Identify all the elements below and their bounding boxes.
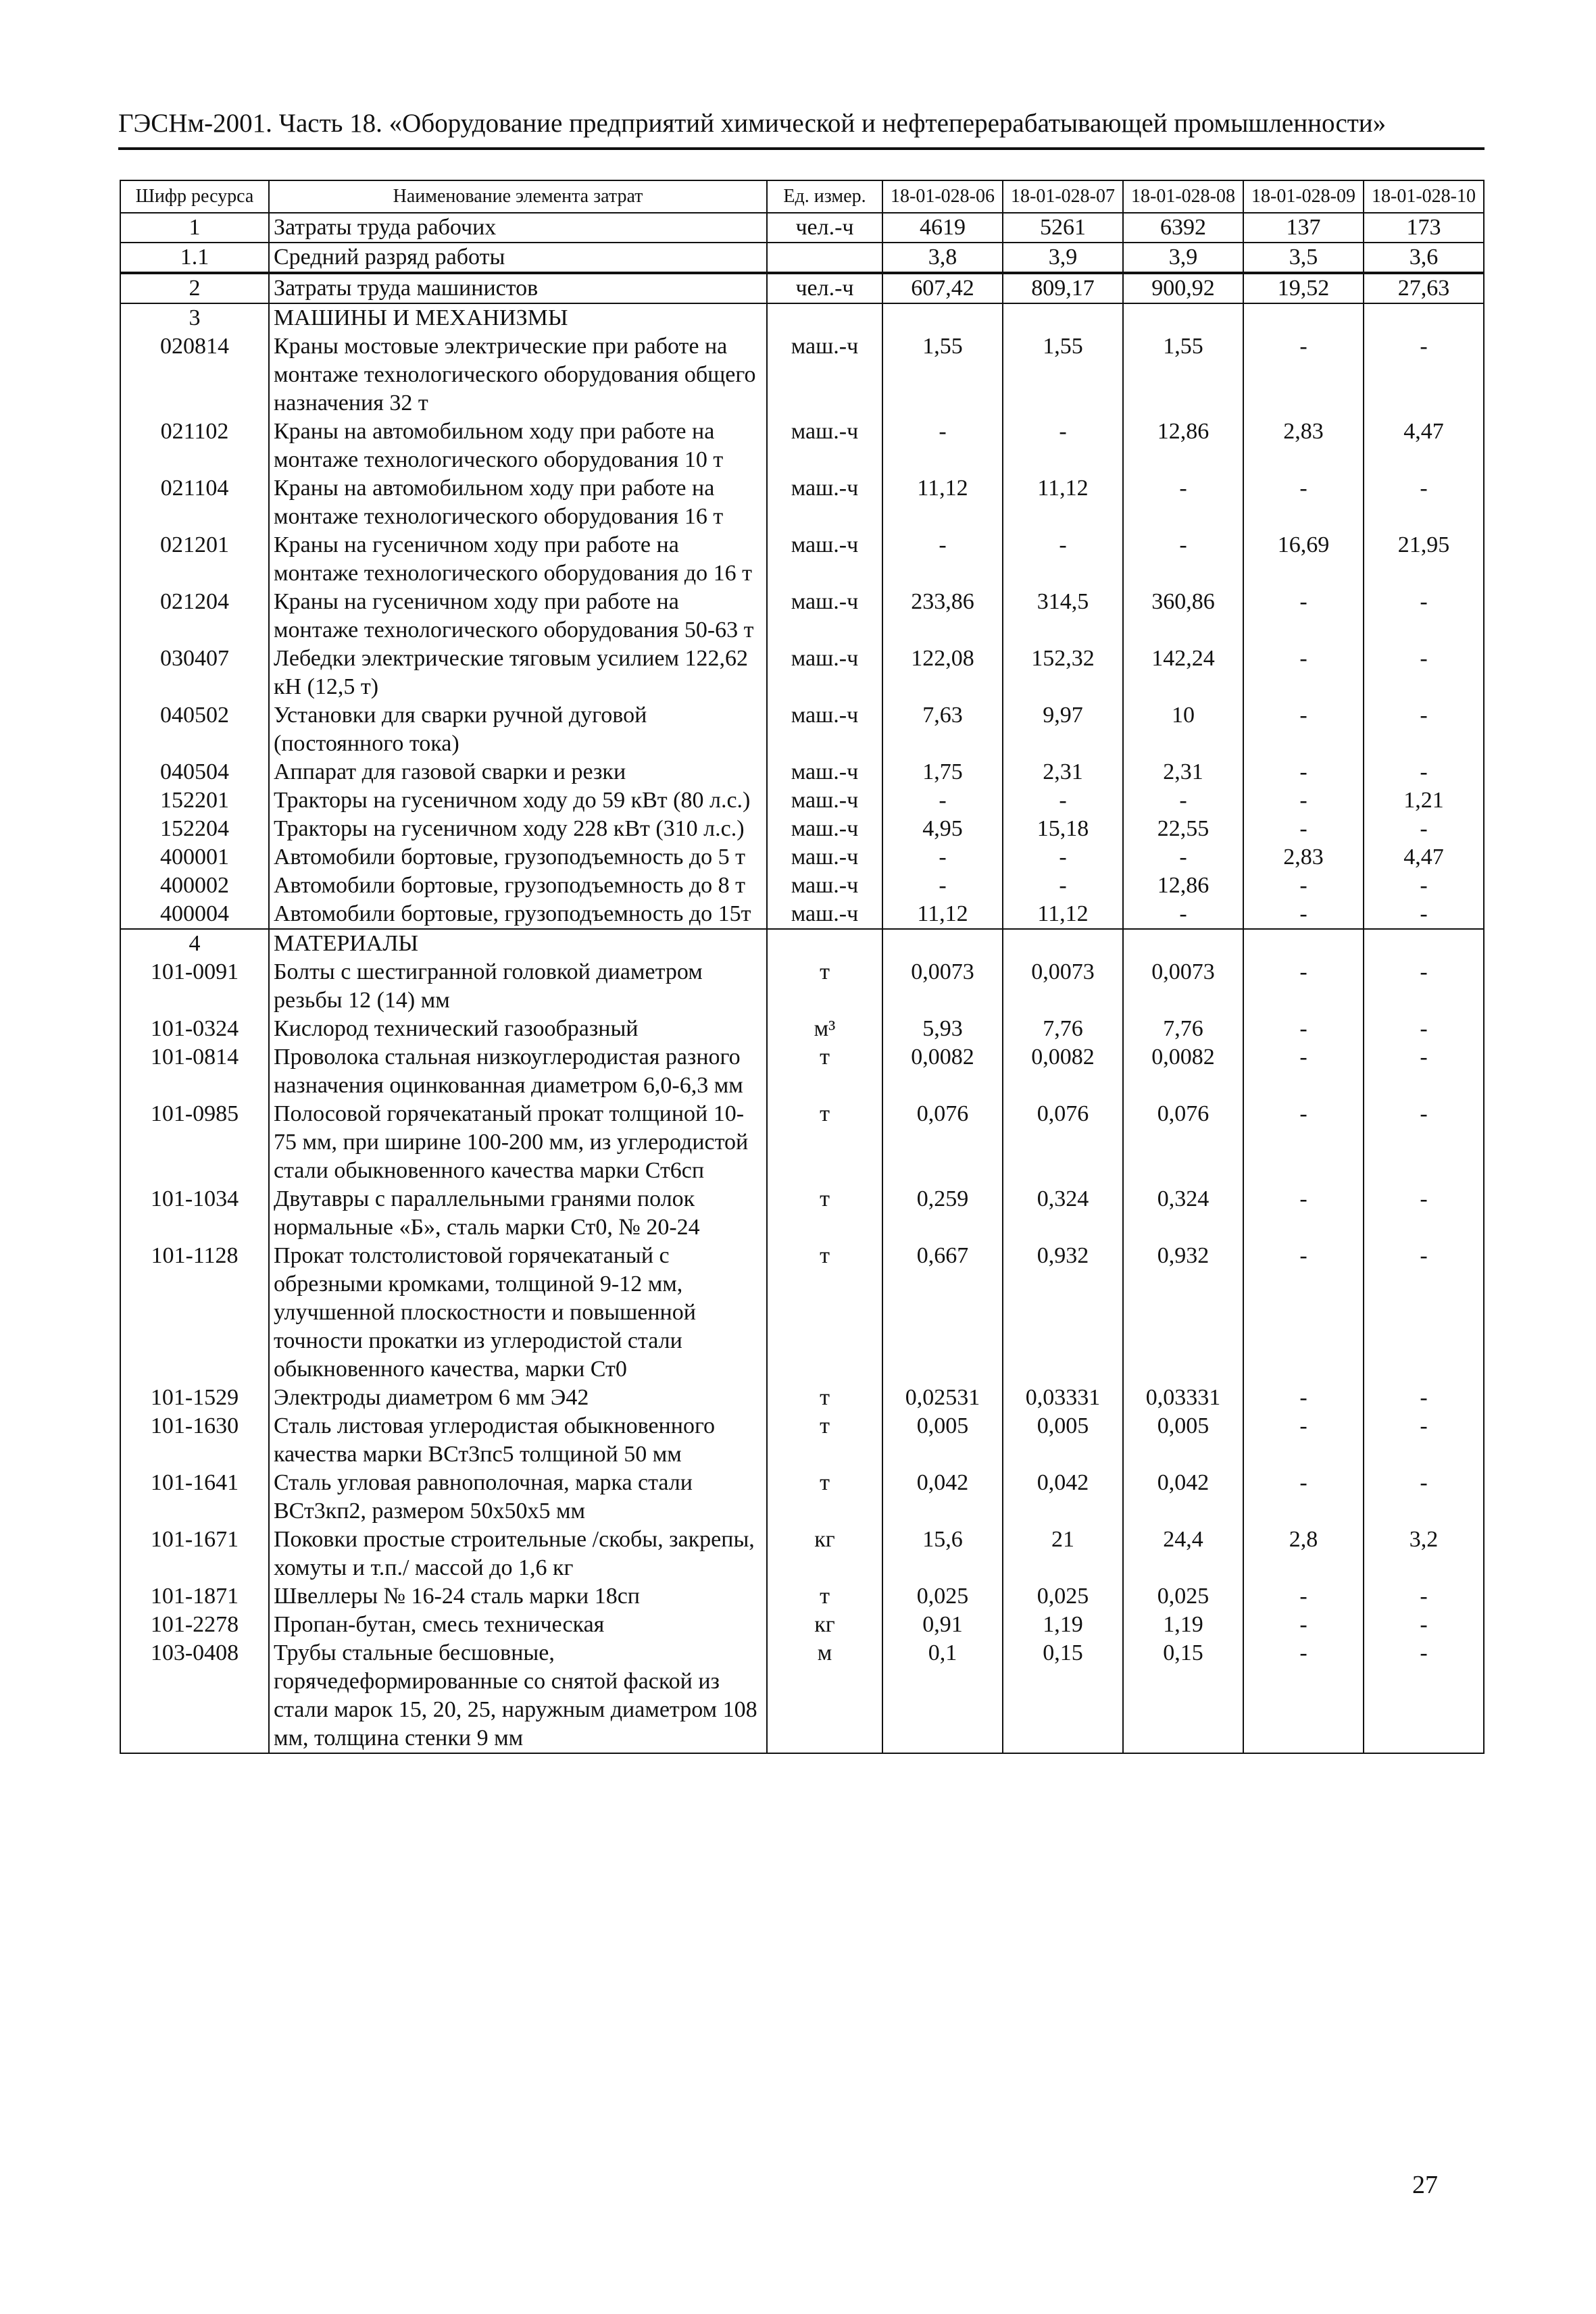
norm-value: - — [1123, 900, 1243, 929]
norm-value: 22,55 — [1123, 815, 1243, 843]
norm-value: 0,0082 — [882, 1043, 1003, 1100]
resource-unit: маш.-ч — [767, 474, 882, 531]
norm-value: - — [1243, 645, 1364, 701]
resource-name: Автомобили бортовые, грузоподъемность до 5 т — [269, 843, 767, 872]
norm-value: - — [1364, 1384, 1484, 1412]
resource-code: 021104 — [120, 474, 269, 531]
norm-value: 122,08 — [882, 645, 1003, 701]
norm-value: 0,0073 — [1123, 958, 1243, 1015]
col-header-code: Шифр ресурса — [120, 180, 269, 213]
resource-name: Полосовой горячекатаный прокат толщиной 10-75 мм, при ширине 100-200 мм, из углеродистой стали обыкновенного качества марки Ст6сп — [269, 1100, 767, 1185]
resource-name: Двутавры с параллельными гранями полок нормальные «Б», сталь марки Ст0, № 20-24 — [269, 1185, 767, 1242]
norm-value: 0,1 — [882, 1639, 1003, 1753]
resource-unit: маш.-ч — [767, 786, 882, 815]
norm-value: 0,025 — [1003, 1582, 1123, 1611]
norm-value: 0,0073 — [882, 958, 1003, 1015]
resource-name: Тракторы на гусеничном ходу до 59 кВт (80 л.с.) — [269, 786, 767, 815]
norm-value: 16,69 — [1243, 531, 1364, 588]
norm-value: 0,025 — [1123, 1582, 1243, 1611]
col-header-v3: 18-01-028-08 — [1123, 180, 1243, 213]
norm-value: - — [1243, 958, 1364, 1015]
table-row — [120, 1384, 1484, 1412]
norm-value — [1003, 929, 1123, 958]
resource-unit: т — [767, 1043, 882, 1100]
resource-name: Швеллеры № 16-24 сталь марки 18сп — [269, 1582, 767, 1611]
resource-name: Краны на гусеничном ходу при работе на монтаже технологического оборудования до 16 т — [269, 531, 767, 588]
resource-name: МАШИНЫ И МЕХАНИЗМЫ — [269, 303, 767, 332]
norm-value: - — [882, 843, 1003, 872]
resource-name: МАТЕРИАЛЫ — [269, 929, 767, 958]
resource-unit: маш.-ч — [767, 645, 882, 701]
resource-code: 101-0091 — [120, 958, 269, 1015]
norm-value: 7,76 — [1123, 1015, 1243, 1043]
norm-value: 9,97 — [1003, 701, 1123, 758]
resource-code: 101-0324 — [120, 1015, 269, 1043]
table-row — [120, 1015, 1484, 1043]
norm-value: 0,042 — [1123, 1469, 1243, 1526]
norm-value: 0,025 — [882, 1582, 1003, 1611]
norm-value: - — [1364, 1611, 1484, 1639]
table-row — [120, 418, 1484, 474]
resource-code: 101-2278 — [120, 1611, 269, 1639]
resource-unit: м — [767, 1639, 882, 1753]
resource-code: 101-1641 — [120, 1469, 269, 1526]
norm-value: 0,076 — [1123, 1100, 1243, 1185]
norm-value: - — [1364, 1469, 1484, 1526]
norm-value: 7,76 — [1003, 1015, 1123, 1043]
table-row — [120, 1185, 1484, 1242]
resource-unit — [767, 929, 882, 958]
resource-code: 101-0814 — [120, 1043, 269, 1100]
norm-value: - — [1364, 1015, 1484, 1043]
resource-code: 1 — [120, 213, 269, 243]
norm-value: - — [1003, 418, 1123, 474]
resource-name: Затраты труда рабочих — [269, 213, 767, 243]
norm-value: 1,19 — [1123, 1611, 1243, 1639]
resource-table — [120, 180, 1485, 1754]
norm-value — [1364, 303, 1484, 332]
norm-value: - — [1364, 588, 1484, 645]
norm-value: 0,0073 — [1003, 958, 1123, 1015]
table-row — [120, 213, 1484, 243]
norm-value: 0,042 — [882, 1469, 1003, 1526]
section-row — [120, 303, 1484, 332]
norm-value: - — [1243, 588, 1364, 645]
table-row — [120, 588, 1484, 645]
table-row — [120, 332, 1484, 418]
norm-value: - — [1243, 1582, 1364, 1611]
norm-value: 137 — [1243, 213, 1364, 243]
norm-value: - — [882, 786, 1003, 815]
section-row — [120, 929, 1484, 958]
table-row — [120, 958, 1484, 1015]
norm-value: - — [1364, 1412, 1484, 1469]
resource-name: Пропан-бутан, смесь техническая — [269, 1611, 767, 1639]
resource-name: Автомобили бортовые, грузоподъемность до 15т — [269, 900, 767, 929]
norm-value: - — [882, 531, 1003, 588]
col-header-name: Наименование элемента затрат — [269, 180, 767, 213]
table-row — [120, 1469, 1484, 1526]
norm-value: - — [1123, 474, 1243, 531]
resource-code: 2 — [120, 273, 269, 303]
table-row — [120, 701, 1484, 758]
table-row — [120, 786, 1484, 815]
norm-value — [1123, 929, 1243, 958]
norm-value: 11,12 — [1003, 900, 1123, 929]
table-row — [120, 243, 1484, 273]
resource-unit: т — [767, 1100, 882, 1185]
norm-value: 0,03331 — [1003, 1384, 1123, 1412]
norm-value: 1,21 — [1364, 786, 1484, 815]
resource-code: 040504 — [120, 758, 269, 786]
resource-code: 021102 — [120, 418, 269, 474]
resource-code: 1.1 — [120, 243, 269, 273]
resource-code: 020814 — [120, 332, 269, 418]
norm-value: - — [1243, 900, 1364, 929]
norm-value: 2,8 — [1243, 1526, 1364, 1582]
norm-value: 0,02531 — [882, 1384, 1003, 1412]
table-row — [120, 1412, 1484, 1469]
table-row — [120, 900, 1484, 929]
norm-value: 2,83 — [1243, 843, 1364, 872]
norm-value: - — [1364, 332, 1484, 418]
resource-unit: кг — [767, 1611, 882, 1639]
norm-value: 900,92 — [1123, 273, 1243, 303]
norm-value: 3,5 — [1243, 243, 1364, 273]
norm-value: - — [1364, 1242, 1484, 1384]
resource-unit: чел.-ч — [767, 213, 882, 243]
resource-code: 101-1630 — [120, 1412, 269, 1469]
resource-unit: маш.-ч — [767, 815, 882, 843]
norm-value: 12,86 — [1123, 872, 1243, 900]
norm-value: 233,86 — [882, 588, 1003, 645]
page-header: ГЭСНм-2001. Часть 18. «Оборудование предприятий химической и нефтеперерабатывающей промышленности» — [118, 108, 1485, 150]
resource-name: Кислород технический газообразный — [269, 1015, 767, 1043]
resource-code: 021204 — [120, 588, 269, 645]
resource-code: 4 — [120, 929, 269, 958]
norm-value: 12,86 — [1123, 418, 1243, 474]
resource-name: Лебедки электрические тяговым усилием 122,62 кН (12,5 т) — [269, 645, 767, 701]
norm-value: 4,47 — [1364, 418, 1484, 474]
norm-value: 0,932 — [1123, 1242, 1243, 1384]
norm-value: 0,667 — [882, 1242, 1003, 1384]
norm-value: 7,63 — [882, 701, 1003, 758]
norm-value: 19,52 — [1243, 273, 1364, 303]
norm-value: - — [1003, 843, 1123, 872]
table-row — [120, 531, 1484, 588]
norm-value: 15,6 — [882, 1526, 1003, 1582]
norm-value: - — [1123, 843, 1243, 872]
norm-value: - — [1364, 1043, 1484, 1100]
norm-value: 360,86 — [1123, 588, 1243, 645]
resource-unit: чел.-ч — [767, 273, 882, 303]
norm-value: 0,324 — [1003, 1185, 1123, 1242]
norm-value: 24,4 — [1123, 1526, 1243, 1582]
resource-code: 103-0408 — [120, 1639, 269, 1753]
table-row — [120, 1043, 1484, 1100]
resource-name: Электроды диаметром 6 мм Э42 — [269, 1384, 767, 1412]
norm-value: 2,31 — [1123, 758, 1243, 786]
resource-code: 101-1871 — [120, 1582, 269, 1611]
resource-unit — [767, 243, 882, 273]
norm-value: 0,15 — [1003, 1639, 1123, 1753]
resource-name: Трубы стальные бесшовные, горячедеформированные со снятой фаской из стали марок 15, 20, 25, наружным диаметром 108 мм, толщина стенки 9 мм — [269, 1639, 767, 1753]
norm-value: - — [1003, 786, 1123, 815]
norm-value: - — [1243, 872, 1364, 900]
norm-value: 0,0082 — [1003, 1043, 1123, 1100]
resource-name: Затраты труда машинистов — [269, 273, 767, 303]
norm-value: 142,24 — [1123, 645, 1243, 701]
norm-value: - — [1243, 1639, 1364, 1753]
resource-name: Краны на гусеничном ходу при работе на монтаже технологического оборудования 50-63 т — [269, 588, 767, 645]
resource-unit: маш.-ч — [767, 701, 882, 758]
resource-name: Сталь угловая равнополочная, марка стали ВСт3кп2, размером 50х50х5 мм — [269, 1469, 767, 1526]
resource-unit: маш.-ч — [767, 758, 882, 786]
table-body — [120, 213, 1484, 1753]
norm-value: 1,55 — [1123, 332, 1243, 418]
norm-value: - — [1243, 474, 1364, 531]
norm-value: 11,12 — [1003, 474, 1123, 531]
norm-value: - — [1364, 758, 1484, 786]
table-row — [120, 843, 1484, 872]
resource-name: Проволока стальная низкоуглеродистая разного назначения оцинкованная диаметром 6,0-6,3 мм — [269, 1043, 767, 1100]
table-row — [120, 1639, 1484, 1753]
norm-value: 3,8 — [882, 243, 1003, 273]
norm-value: 0,259 — [882, 1185, 1003, 1242]
resource-code: 040502 — [120, 701, 269, 758]
resource-name: Краны мостовые электрические при работе на монтаже технологического оборудования общего назначения 32 т — [269, 332, 767, 418]
resource-name: Аппарат для газовой сварки и резки — [269, 758, 767, 786]
norm-value: 3,9 — [1123, 243, 1243, 273]
norm-value: - — [1003, 531, 1123, 588]
norm-value: - — [1364, 872, 1484, 900]
norm-value: 0,15 — [1123, 1639, 1243, 1753]
table-row — [120, 474, 1484, 531]
table-row — [120, 1242, 1484, 1384]
resource-code: 101-0985 — [120, 1100, 269, 1185]
norm-value: 3,6 — [1364, 243, 1484, 273]
resource-unit — [767, 303, 882, 332]
resource-unit: м³ — [767, 1015, 882, 1043]
norm-value: - — [1364, 645, 1484, 701]
norm-value: 0,932 — [1003, 1242, 1123, 1384]
norm-value: 809,17 — [1003, 273, 1123, 303]
norm-value: 0,324 — [1123, 1185, 1243, 1242]
norm-value: - — [882, 872, 1003, 900]
norm-value: 173 — [1364, 213, 1484, 243]
norm-value: - — [1243, 1185, 1364, 1242]
norm-value: 3,2 — [1364, 1526, 1484, 1582]
norm-value: 2,31 — [1003, 758, 1123, 786]
norm-value — [1243, 303, 1364, 332]
resource-name: Болты с шестигранной головкой диаметром резьбы 12 (14) мм — [269, 958, 767, 1015]
norm-value: - — [1123, 786, 1243, 815]
norm-value: - — [1243, 701, 1364, 758]
norm-value: 607,42 — [882, 273, 1003, 303]
norm-value: 10 — [1123, 701, 1243, 758]
norm-value: - — [1243, 1015, 1364, 1043]
resource-code: 152204 — [120, 815, 269, 843]
resource-unit: т — [767, 1384, 882, 1412]
resource-unit: т — [767, 958, 882, 1015]
table-row — [120, 815, 1484, 843]
resource-unit: т — [767, 1412, 882, 1469]
norm-value: - — [1243, 1384, 1364, 1412]
norm-value: 5261 — [1003, 213, 1123, 243]
resource-code: 030407 — [120, 645, 269, 701]
resource-name: Поковки простые строительные /скобы, закрепы, хомуты и т.п./ массой до 1,6 кг — [269, 1526, 767, 1582]
resource-unit: маш.-ч — [767, 418, 882, 474]
resource-name: Сталь листовая углеродистая обыкновенного качества марки ВСт3пс5 толщиной 50 мм — [269, 1412, 767, 1469]
norm-value — [1364, 929, 1484, 958]
resource-code: 400002 — [120, 872, 269, 900]
norm-value: 0,0082 — [1123, 1043, 1243, 1100]
resource-unit: т — [767, 1185, 882, 1242]
norm-value: - — [1364, 815, 1484, 843]
norm-value: 0,005 — [882, 1412, 1003, 1469]
norm-value: 0,03331 — [1123, 1384, 1243, 1412]
norm-value: 21 — [1003, 1526, 1123, 1582]
resource-name: Тракторы на гусеничном ходу 228 кВт (310 л.с.) — [269, 815, 767, 843]
norm-value: - — [1243, 1100, 1364, 1185]
resource-unit: кг — [767, 1526, 882, 1582]
norm-value — [1003, 303, 1123, 332]
norm-value: 314,5 — [1003, 588, 1123, 645]
norm-value: - — [1243, 1469, 1364, 1526]
norm-value: 0,91 — [882, 1611, 1003, 1639]
norm-value: - — [882, 418, 1003, 474]
norm-value: - — [1364, 900, 1484, 929]
norm-value: - — [1364, 1100, 1484, 1185]
resource-unit: маш.-ч — [767, 900, 882, 929]
norm-value: 1,55 — [882, 332, 1003, 418]
col-header-unit: Ед. измер. — [767, 180, 882, 213]
resource-name: Автомобили бортовые, грузоподъемность до 8 т — [269, 872, 767, 900]
resource-unit: т — [767, 1469, 882, 1526]
resource-code: 021201 — [120, 531, 269, 588]
table-row — [120, 1611, 1484, 1639]
resource-code: 400001 — [120, 843, 269, 872]
norm-value: 3,9 — [1003, 243, 1123, 273]
resource-unit: маш.-ч — [767, 843, 882, 872]
resource-unit: т — [767, 1242, 882, 1384]
table-row — [120, 1526, 1484, 1582]
norm-value: - — [1364, 474, 1484, 531]
norm-value: - — [1364, 701, 1484, 758]
table-row — [120, 758, 1484, 786]
table-row — [120, 273, 1484, 303]
resource-code: 101-1529 — [120, 1384, 269, 1412]
norm-value: 4,47 — [1364, 843, 1484, 872]
norm-value: - — [1243, 758, 1364, 786]
norm-value: - — [1243, 332, 1364, 418]
norm-value: 0,042 — [1003, 1469, 1123, 1526]
norm-value: - — [1364, 1185, 1484, 1242]
norm-value: 1,19 — [1003, 1611, 1123, 1639]
resource-unit: маш.-ч — [767, 872, 882, 900]
norm-value: 6392 — [1123, 213, 1243, 243]
page-number: 27 — [1412, 2171, 1438, 2199]
norm-value: 2,83 — [1243, 418, 1364, 474]
resource-name: Краны на автомобильном ходу при работе на монтаже технологического оборудования 16 т — [269, 474, 767, 531]
norm-value: 0,005 — [1003, 1412, 1123, 1469]
resource-name: Прокат толстолистовой горячекатаный с обрезными кромками, толщиной 9-12 мм, улучшенной плоскостности и повышенной точности прокатки из углеродистой стали обыкновенного качества, марки Ст0 — [269, 1242, 767, 1384]
table-row — [120, 872, 1484, 900]
table-row — [120, 1582, 1484, 1611]
norm-value: - — [1243, 1043, 1364, 1100]
norm-value: - — [1364, 958, 1484, 1015]
col-header-v2: 18-01-028-07 — [1003, 180, 1123, 213]
norm-value: - — [1003, 872, 1123, 900]
norm-value: 11,12 — [882, 900, 1003, 929]
norm-value: - — [1243, 815, 1364, 843]
norm-value — [1243, 929, 1364, 958]
norm-value: 152,32 — [1003, 645, 1123, 701]
resource-code: 152201 — [120, 786, 269, 815]
table-header-row — [120, 180, 1484, 213]
norm-value: - — [1364, 1582, 1484, 1611]
norm-value: - — [1123, 531, 1243, 588]
norm-value: 4,95 — [882, 815, 1003, 843]
norm-value: - — [1243, 1611, 1364, 1639]
resource-unit: маш.-ч — [767, 588, 882, 645]
norm-value: 27,63 — [1364, 273, 1484, 303]
norm-value: - — [1364, 1639, 1484, 1753]
norm-value: - — [1243, 786, 1364, 815]
resource-unit: маш.-ч — [767, 332, 882, 418]
resource-code: 101-1034 — [120, 1185, 269, 1242]
norm-value: 1,55 — [1003, 332, 1123, 418]
norm-value: 5,93 — [882, 1015, 1003, 1043]
norm-value — [882, 929, 1003, 958]
resource-code: 101-1128 — [120, 1242, 269, 1384]
resource-code: 101-1671 — [120, 1526, 269, 1582]
norm-value — [882, 303, 1003, 332]
col-header-v4: 18-01-028-09 — [1243, 180, 1364, 213]
norm-value: 4619 — [882, 213, 1003, 243]
norm-value: - — [1243, 1412, 1364, 1469]
norm-value: 11,12 — [882, 474, 1003, 531]
resource-unit: т — [767, 1582, 882, 1611]
norm-value: 0,076 — [1003, 1100, 1123, 1185]
norm-value: 0,005 — [1123, 1412, 1243, 1469]
norm-value: 15,18 — [1003, 815, 1123, 843]
norm-value: 0,076 — [882, 1100, 1003, 1185]
norm-value: 21,95 — [1364, 531, 1484, 588]
resource-unit: маш.-ч — [767, 531, 882, 588]
resource-code: 400004 — [120, 900, 269, 929]
table-row — [120, 1100, 1484, 1185]
col-header-v1: 18-01-028-06 — [882, 180, 1003, 213]
norm-value: 1,75 — [882, 758, 1003, 786]
norm-value: - — [1243, 1242, 1364, 1384]
norm-value — [1123, 303, 1243, 332]
resource-code: 3 — [120, 303, 269, 332]
resource-name: Средний разряд работы — [269, 243, 767, 273]
resource-name: Краны на автомобильном ходу при работе на монтаже технологического оборудования 10 т — [269, 418, 767, 474]
table-row — [120, 645, 1484, 701]
col-header-v5: 18-01-028-10 — [1364, 180, 1484, 213]
resource-name: Установки для сварки ручной дуговой (постоянного тока) — [269, 701, 767, 758]
